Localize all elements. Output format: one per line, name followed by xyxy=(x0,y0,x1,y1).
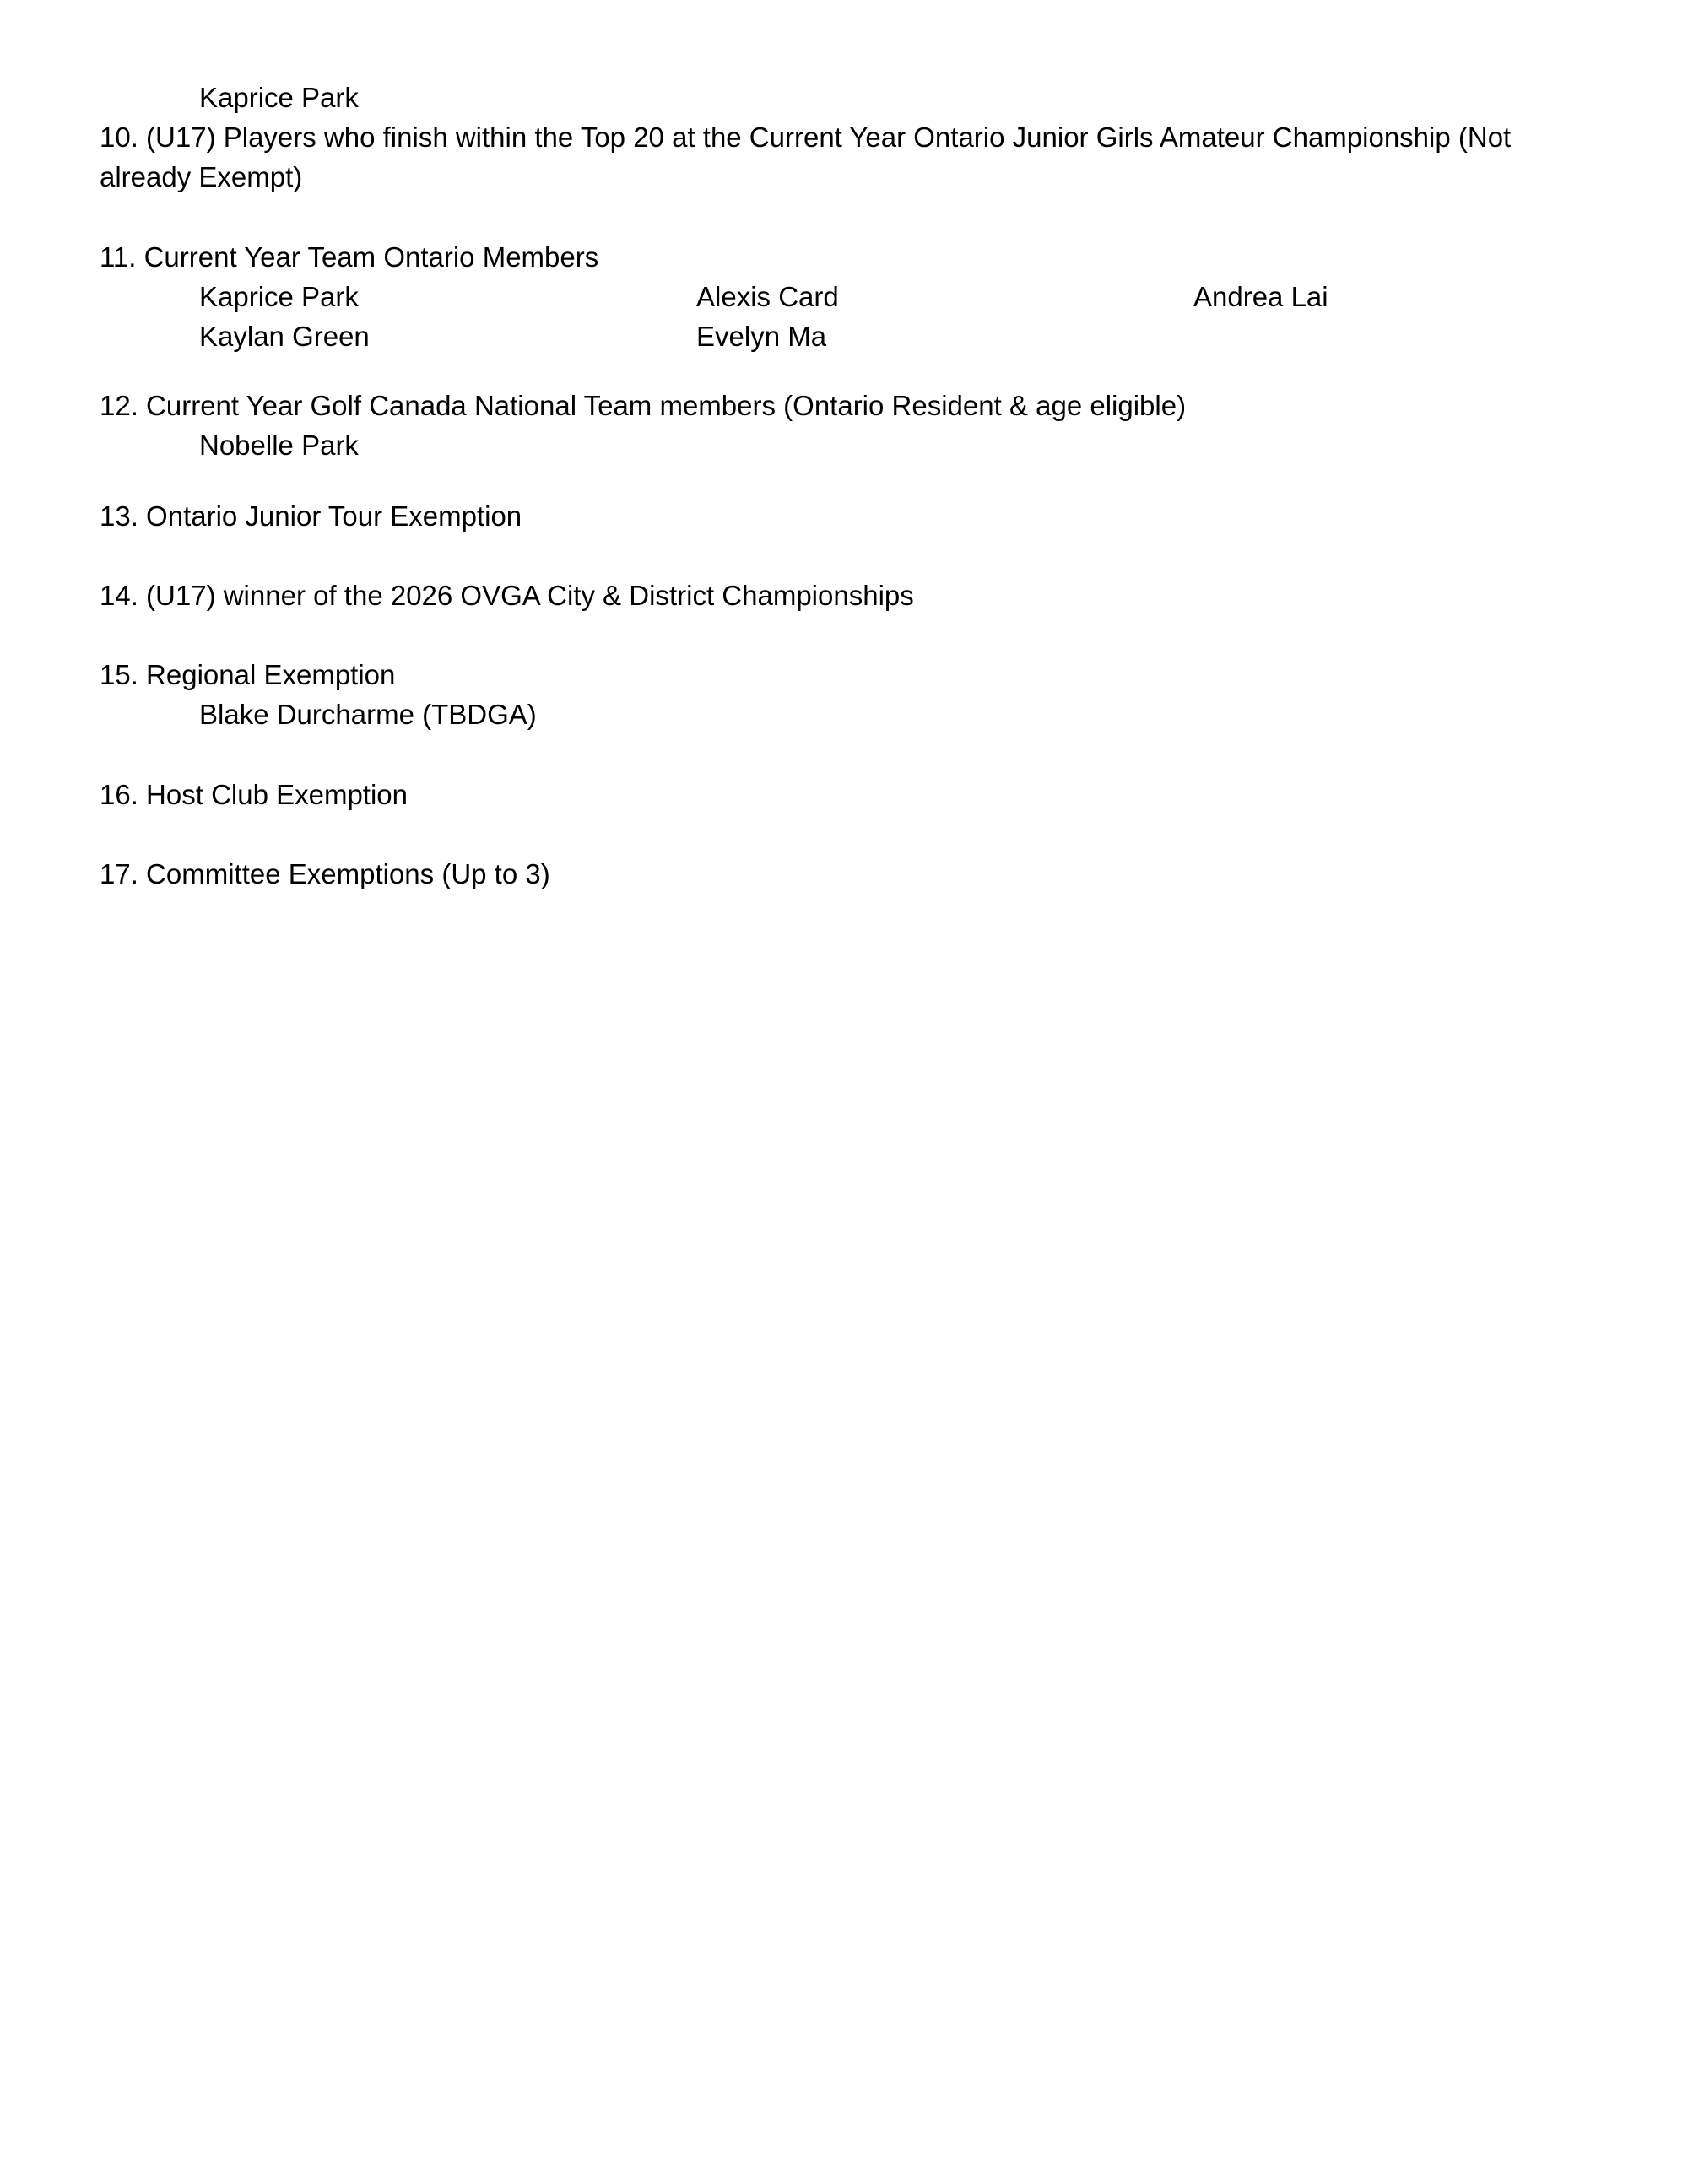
section-10-title: 10. (U17) Players who finish within the Top 20 at the Current Year Ontario Junior Girls Amateur Championship (Not xyxy=(100,122,1512,153)
section-12-title: 12. Current Year Golf Canada National Team members (Ontario Resident & age eligible) xyxy=(100,390,1187,421)
section-12-name: Nobelle Park xyxy=(199,430,359,461)
section-14-title: 14. (U17) winner of the 2026 OVGA City & District Championships xyxy=(100,580,914,611)
section-15-name: Blake Durcharme (TBDGA) xyxy=(199,699,537,730)
section-17-title: 17. Committee Exemptions (Up to 3) xyxy=(100,858,550,889)
section-10-title-continued: already Exempt) xyxy=(100,161,303,192)
section-11-name: Evelyn Ma xyxy=(696,321,827,352)
section-11-name: Kaylan Green xyxy=(199,321,370,352)
section-11-title: 11. Current Year Team Ontario Members xyxy=(100,241,599,273)
section-16-title: 16. Host Club Exemption xyxy=(100,779,408,810)
section-11-name: Alexis Card xyxy=(696,281,839,312)
section-15-title: 15. Regional Exemption xyxy=(100,659,396,690)
section-11-name: Andrea Lai xyxy=(1193,281,1328,312)
section-11-name: Kaprice Park xyxy=(199,281,359,312)
continued-name: Kaprice Park xyxy=(199,82,359,113)
section-13-title: 13. Ontario Junior Tour Exemption xyxy=(100,500,522,532)
